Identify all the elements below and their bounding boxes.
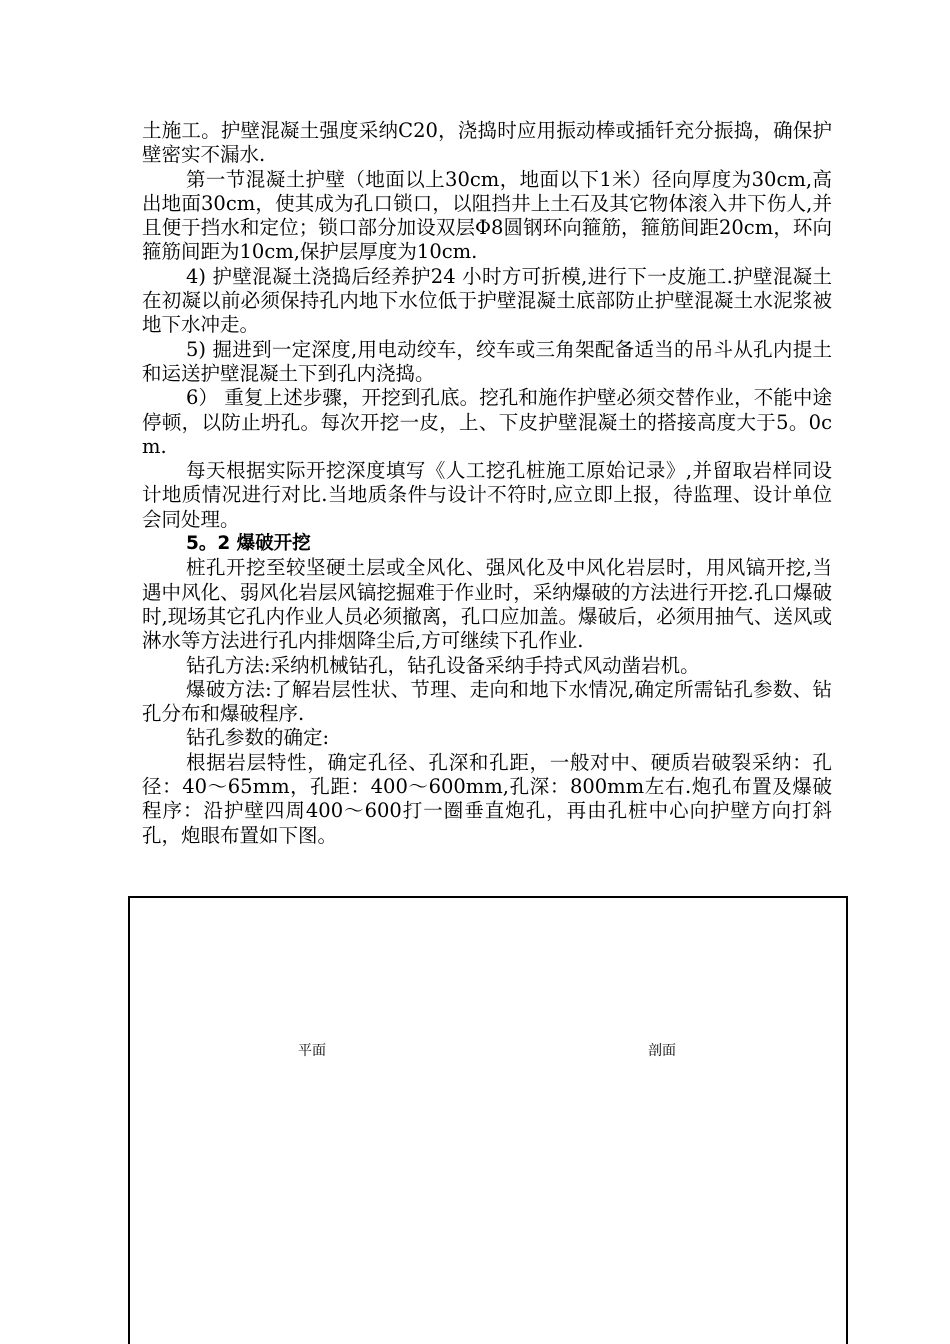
paragraph-7: 桩孔开挖至较坚硬土层或全风化、强风化及中风化岩层时，用风镐开挖,当遇中风化、弱风化岩层风镐挖掘难于作业时，采纳爆破的方法进行开挖.孔口爆破时,现场其它孔内作业人员必须撤离，孔口应加盖。爆破后，必须用抽气、送风或淋水等方法进行孔内排烟降尘后,方可继续下孔作业. — [142, 556, 832, 653]
paragraph-11: 根据岩层特性，确定孔径、孔深和孔距，一般对中、硬质岩破裂采纳：孔径：40～65mm，孔距：400～600mm,孔深：800mm左右.炮孔布置及爆破程序：沿护壁四周400～600打一圈垂直炮孔，再由孔桩中心向护壁方向打斜孔，炮眼布置如下图。 — [142, 750, 832, 847]
blasting-layout-figure — [128, 896, 848, 1344]
paragraph-3: 4) 护壁混凝土浇捣后经养护24 小时方可折模,进行下一皮施工.护壁混凝土在初凝以前必须保持孔内地下水位低于护壁混凝土底部防止护壁混凝土水泥浆被地下水冲走。 — [142, 264, 832, 337]
paragraph-1: 土施工。护壁混凝土强度采纳C20，浇捣时应用振动棒或插钎充分振捣，确保护壁密实不漏水. — [142, 119, 832, 167]
paragraph-2: 第一节混凝土护壁（地面以上30cm，地面以下1米）径向厚度为30cm,高出地面30cm，使其成为孔口锁口，以阻挡井上土石及其它物体滚入井下伤人,并且便于挡水和定位；锁口部分加设双层Φ8圆钢环向箍筋，箍筋间距20cm，环向箍筋间距为10cm,保护层厚度为10cm. — [142, 167, 832, 264]
plan-view-label: 平面 — [298, 1043, 326, 1059]
section-heading: 5。2 爆破开挖 — [186, 533, 311, 555]
paragraph-5: 6） 重复上述步骤，开挖到孔底。挖孔和施作护壁必须交替作业，不能中途停顿，以防止坍孔。每次开挖一皮，上、下皮护壁混凝土的搭接高度大于5。0cm. — [142, 386, 832, 458]
paragraph-4: 5) 掘进到一定深度,用电动绞车，绞车或三角架配备适当的吊斗从孔内提土和运送护壁混凝土下到孔内浇捣。 — [142, 337, 832, 385]
section-view-label: 剖面 — [648, 1043, 676, 1059]
paragraph-6: 每天根据实际开挖深度填写《人工挖孔桩施工原始记录》,并留取岩样同设计地质情况进行对比.当地质条件与设计不符时,应立即上报，待监理、设计单位会同处理。 — [142, 459, 832, 531]
paragraph-9: 爆破方法:了解岩层性状、节理、走向和地下水情况,确定所需钻孔参数、钻孔分布和爆破程序. — [142, 677, 832, 726]
paragraph-8: 钻孔方法:采纳机械钻孔，钻孔设备采纳手持式风动凿岩机。 — [186, 653, 700, 677]
document-body — [142, 119, 832, 848]
paragraph-10: 钻孔参数的确定: — [186, 726, 330, 750]
